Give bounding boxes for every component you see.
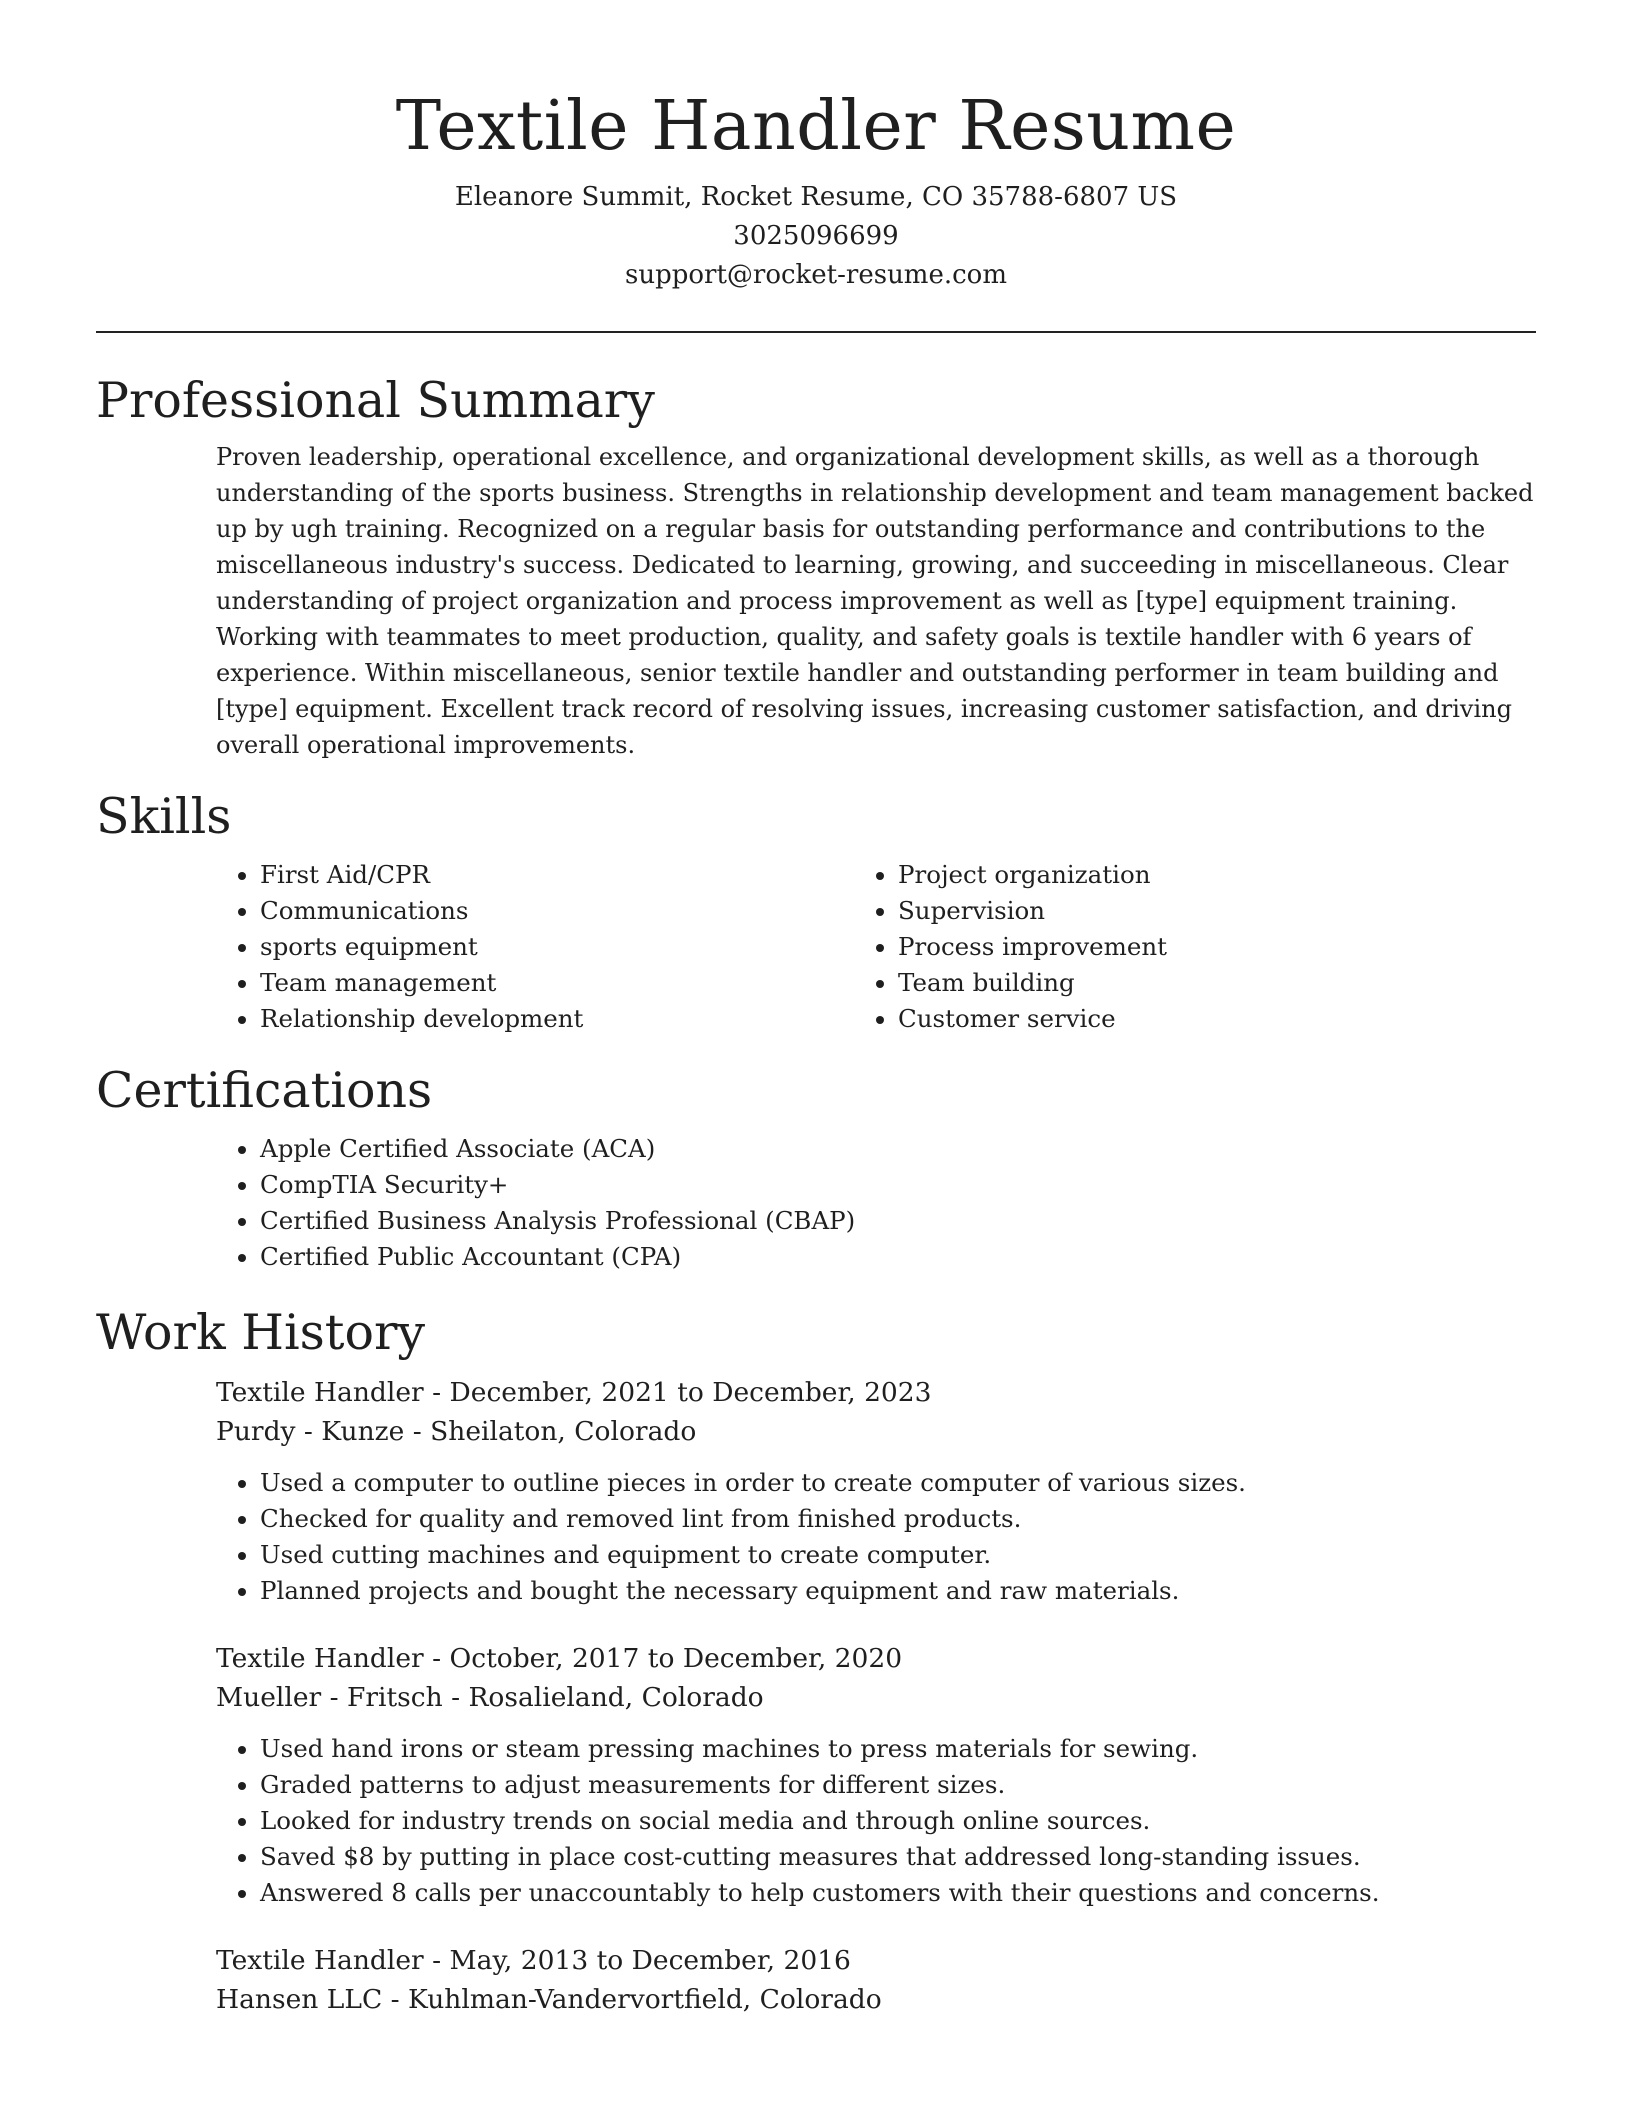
certifications-heading: Certifications xyxy=(96,1062,433,1119)
job-bullet: • Answered 8 calls per unaccountably to help customers with their questions and concerns. xyxy=(260,1875,1536,1911)
certification-item: • Certified Business Analysis Professional (CBAP) xyxy=(260,1203,1536,1239)
job-company: Mueller - Fritsch - Rosalieland, Colorado xyxy=(216,1682,764,1713)
skill-item: • Process improvement xyxy=(898,929,1536,965)
job-bullet: • Graded patterns to adjust measurements for different sizes. xyxy=(260,1767,1536,1803)
job-bullet: • Used a computer to outline pieces in order to create computer of various sizes. xyxy=(260,1465,1536,1501)
contact-email: support@rocket-resume.com xyxy=(624,260,1007,290)
skill-item: • Project organization xyxy=(898,857,1536,893)
certification-item: • Certified Public Accountant (CPA) xyxy=(260,1239,1536,1275)
summary-text: Proven leadership, operational excellence, and organizational development skills, as well as a thorough understanding of the sports business. Strengths in relationship development and team management backed up by ugh training. Recognized on a regular basis for outstanding performance and contributions to the miscellaneous industry's success. Dedicated to learning, growing, and succeeding in miscellaneous. Clear understanding of project organization and process improvement as well as [type] equipment training. Working with teammates to meet production, quality, and safety goals is textile handler with 6 years of experience. Within miscellaneous, senior textile handler and outstanding performer in team building and [type] equipment. Excellent track record of resolving issues, increasing customer satisfaction, and driving overall operational improvements. xyxy=(216,443,1534,759)
skill-item: • sports equipment xyxy=(260,929,898,965)
skills-column-left xyxy=(96,857,898,1037)
skill-item: • Relationship development xyxy=(260,1001,898,1037)
skills-heading: Skills xyxy=(96,788,232,845)
job-company: Purdy - Kunze - Sheilaton, Colorado xyxy=(216,1416,697,1447)
resume-title: Textile Handler Resume xyxy=(395,87,1237,166)
contact-address: Eleanore Summit, Rocket Resume, CO 35788-6807 US xyxy=(454,182,1178,212)
job-bullet: • Looked for industry trends on social media and through online sources. xyxy=(260,1803,1536,1839)
job-title: Textile Handler - October, 2017 to December, 2020 xyxy=(216,1643,903,1674)
job-bullet: • Planned projects and bought the necessary equipment and raw materials. xyxy=(260,1573,1536,1609)
job-entry xyxy=(96,1941,1536,2019)
job-company: Hansen LLC - Kuhlman-Vandervortfield, Colorado xyxy=(216,1984,882,2015)
skill-item: • Customer service xyxy=(898,1001,1536,1037)
job-bullet: • Used hand irons or steam pressing machines to press materials for sewing. xyxy=(260,1731,1536,1767)
skill-item: • Team building xyxy=(898,965,1536,1001)
certification-item: • Apple Certified Associate (ACA) xyxy=(260,1131,1536,1167)
header-divider xyxy=(96,331,1536,333)
summary-heading: Professional Summary xyxy=(96,372,655,429)
job-entry xyxy=(96,1373,1536,1609)
contact-phone: 3025096699 xyxy=(733,221,899,251)
certifications-list xyxy=(96,1131,1536,1275)
skill-item: • First Aid/CPR xyxy=(260,857,898,893)
job-title: Textile Handler - December, 2021 to December, 2023 xyxy=(216,1377,932,1408)
skill-item: • Supervision xyxy=(898,893,1536,929)
job-entry xyxy=(96,1639,1536,1911)
job-bullet: • Checked for quality and removed lint from finished products. xyxy=(260,1501,1536,1537)
skills-column-right xyxy=(898,857,1536,1037)
skills-list xyxy=(96,857,1536,1037)
job-title: Textile Handler - May, 2013 to December, 2016 xyxy=(216,1945,851,1976)
skill-item: • Communications xyxy=(260,893,898,929)
work-history-heading: Work History xyxy=(96,1304,426,1361)
job-bullet: • Used cutting machines and equipment to create computer. xyxy=(260,1537,1536,1573)
certification-item: • CompTIA Security+ xyxy=(260,1167,1536,1203)
job-bullets xyxy=(96,1465,1536,1609)
contact-block xyxy=(96,178,1536,295)
resume-page xyxy=(96,0,1536,2033)
job-bullet: • Saved $8 by putting in place cost-cutting measures that addressed long-standing issues. xyxy=(260,1839,1536,1875)
job-bullets xyxy=(96,1731,1536,1911)
skill-item: • Team management xyxy=(260,965,898,1001)
